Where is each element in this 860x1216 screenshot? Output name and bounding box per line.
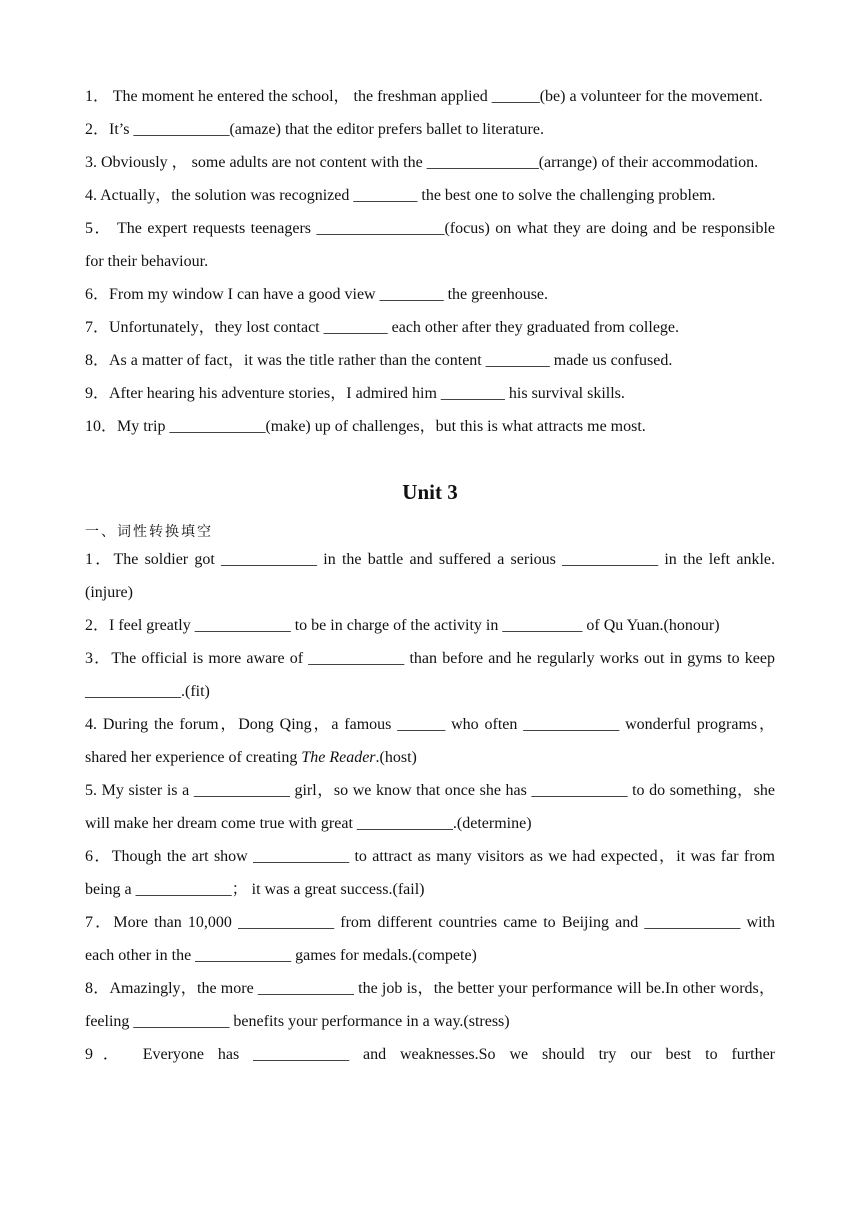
- book-title: The Reader: [301, 749, 376, 766]
- exercise-item-7: 7．Unfortunately，they lost contact ________ each other after they graduated from college.: [85, 319, 680, 336]
- word-form-item-8: 8．Amazingly，the more ____________ the job is，the better your performance will be.In other words，feeling ____________ benefits your performance in a way.(stress): [85, 980, 775, 1030]
- word-form-item-6: 6．Though the art show ____________ to attract as many visitors as we had expected，it was far from being a ____________； it was a great success.(fail): [85, 848, 776, 898]
- exercise-item-1: 1． The moment he entered the school， the freshman applied ______(be) a volunteer for the movement.: [85, 88, 763, 105]
- exercise-item-10: 10．My trip ____________(make) up of challenges，but this is what attracts me most.: [85, 418, 646, 435]
- word-form-item-9: 9． Everyone has ____________ and weaknesses.So we should try our best to further: [85, 1046, 776, 1063]
- word-form-item-4-text: 4. During the forum，Dong Qing，a famous ______ who often ____________ wonderful programs，shared her experience of creating: [85, 716, 775, 766]
- section-title: 一、词性转换填空: [85, 524, 213, 540]
- word-form-item-3: 3．The official is more aware of ____________ than before and he regularly works out in gyms to keep ____________.(fit): [85, 650, 775, 700]
- exercise-item-3: 3. Obviously ， some adults are not content with the ______________(arrange) of their accommodation.: [85, 154, 759, 171]
- exercise-item-6: 6．From my window I can have a good view ________ the greenhouse.: [85, 286, 549, 303]
- exercise-item-8: 8．As a matter of fact，it was the title rather than the content ________ made us confused.: [85, 352, 673, 369]
- exercise-item-2: 2．It’s ____________(amaze) that the editor prefers ballet to literature.: [85, 121, 544, 138]
- document-content: [85, 80, 775, 1071]
- word-form-item-2: 2．I feel greatly ____________ to be in charge of the activity in __________ of Qu Yuan.(honour): [85, 617, 720, 634]
- exercise-item-9: 9．After hearing his adventure stories，I admired him ________ his survival skills.: [85, 385, 625, 402]
- word-form-item-4-hint: .(host): [375, 749, 417, 766]
- word-form-item-1: 1．The soldier got ____________ in the battle and suffered a serious ____________ in the left ankle.(injure): [85, 551, 775, 601]
- word-form-item-5: 5. My sister is a ____________ girl，so we know that once she has ____________ to do something，she will make her dream come true with great ____________.(determine): [85, 782, 776, 832]
- exercise-item-5: 5． The expert requests teenagers ________________(focus) on what they are doing and be responsible for their behaviour.: [85, 220, 775, 270]
- exercise-item-4: 4. Actually，the solution was recognized ________ the best one to solve the challenging problem.: [85, 187, 716, 204]
- word-form-item-4: [85, 708, 775, 774]
- word-form-item-7: 7．More than 10,000 ____________ from different countries came to Beijing and ____________ with each other in the ____________ games for medals.(compete): [85, 914, 775, 964]
- unit-title: Unit 3: [402, 480, 458, 504]
